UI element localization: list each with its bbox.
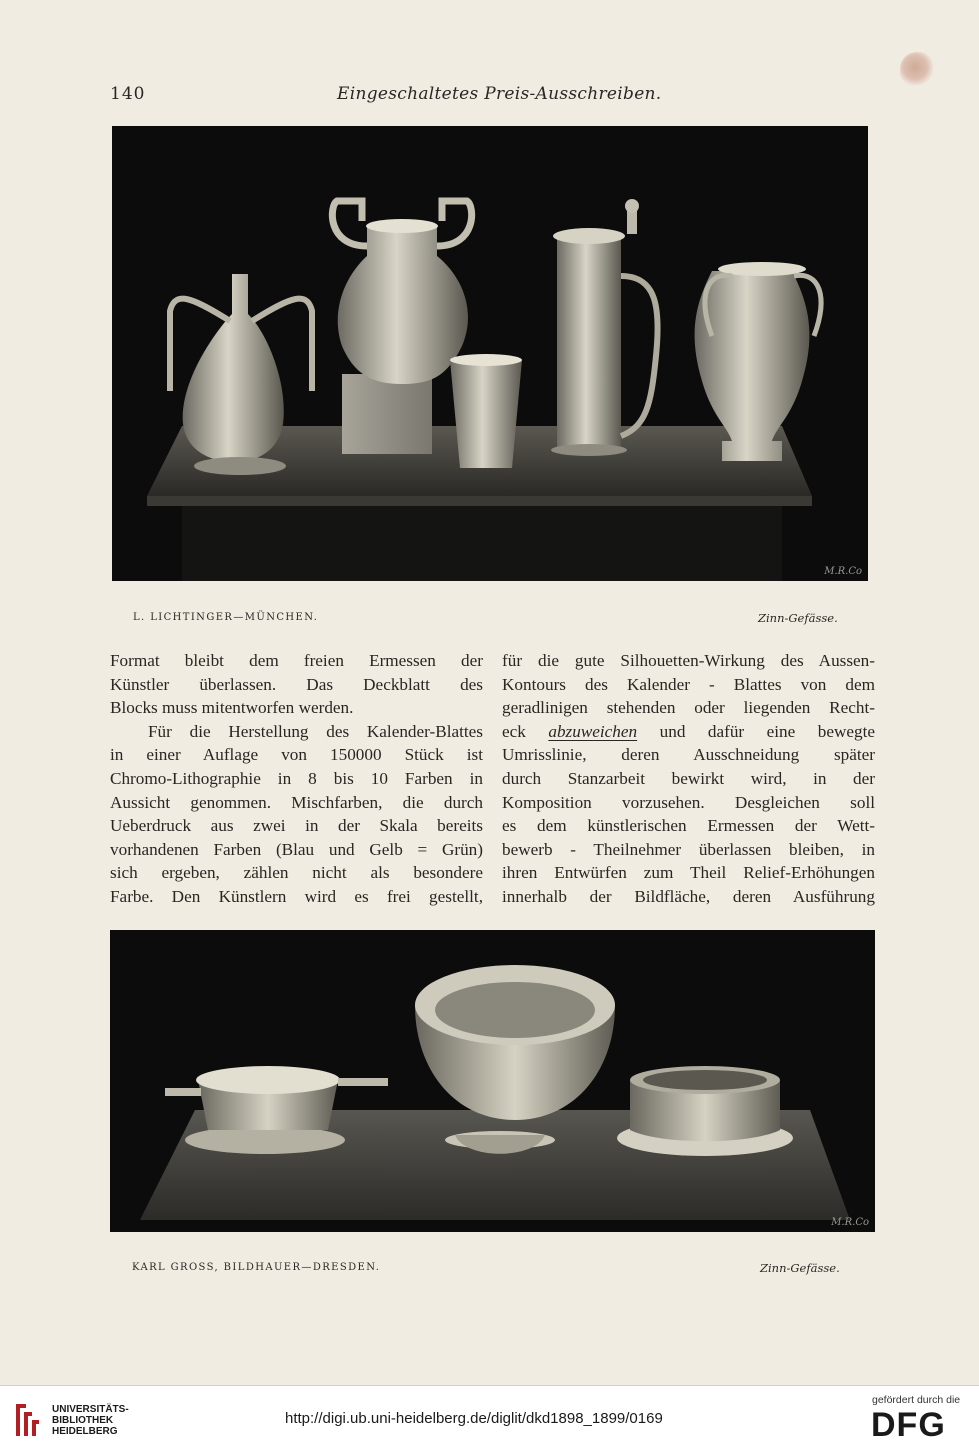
- text-line: bewerb - Theilnehmer überlassen bleiben, in: [502, 839, 875, 859]
- text-line: Ueberdruck aus zwei in der Skala bereits: [110, 816, 483, 836]
- funded-by-label: gefördert durch die: [872, 1394, 961, 1406]
- text-line-mixed: eck abzuweichen und dafür eine bewegte: [502, 721, 876, 741]
- printer-mark: M.R.Co: [831, 1217, 869, 1228]
- university-library-name: UNIVERSITÄTS- BIBLIOTHEK HEIDELBERG: [52, 1404, 129, 1437]
- running-title: Eingeschaltetes Preis-Ausschreiben.: [337, 84, 662, 104]
- photo-plate-pewter-vessels: [112, 126, 868, 581]
- dfg-logo: DFG: [871, 1406, 946, 1444]
- text-line: durch Stanzarbeit bewirkt wird, in der: [502, 768, 875, 788]
- text-line: vorhandenen Farben (Blau und Gelb = Grün): [110, 839, 483, 859]
- text-line: geradlinigen stehenden oder liegenden Recht-: [502, 698, 875, 718]
- text-line: Kontours des Kalender - Blattes von dem: [502, 674, 875, 694]
- body-text-right-column: [502, 649, 875, 909]
- pewter-bowls-photo: [110, 930, 875, 1232]
- body-text-left-column: [110, 649, 483, 909]
- photo-plate-pewter-bowls: [110, 930, 875, 1232]
- text-line: Für die Herstellung des Kalender-Blattes: [148, 721, 483, 741]
- plate-2-title: Zinn-Gefässe.: [760, 1261, 840, 1275]
- page-number: 140: [110, 84, 146, 104]
- text-line: in einer Auflage von 150000 Stück ist: [110, 745, 483, 765]
- digitization-footer: [0, 1385, 979, 1456]
- text-line: Farbe. Den Künstlern wird es frei gestellt,: [110, 886, 483, 906]
- text-line: es dem künstlerischen Ermessen der Wett-: [502, 816, 875, 836]
- printer-mark: M.R.Co: [824, 566, 862, 577]
- text-line: Künstler überlassen. Das Deckblatt des: [110, 674, 483, 694]
- paper-stain: [900, 52, 934, 86]
- text-line: Chromo-Lithographie in 8 bis 10 Farben in: [110, 768, 483, 788]
- pewter-vessels-photo: [112, 126, 868, 581]
- text-line: Umrisslinie, deren Ausschneidung später: [502, 745, 875, 765]
- text-line: Aussicht genommen. Mischfarben, die durch: [110, 792, 483, 812]
- text-line: innerhalb der Bildfläche, deren Ausführung: [502, 886, 875, 906]
- plate-2-credit: KARL GROSS, BILDHAUER—DRESDEN.: [132, 1262, 381, 1273]
- plate-1-credit: L. LICHTINGER—MÜNCHEN.: [133, 612, 319, 623]
- text-line: sich ergeben, zählen nicht als besondere: [110, 863, 483, 883]
- text-line: Format bleibt dem freien Ermessen der: [110, 651, 483, 670]
- permalink-url[interactable]: http://digi.ub.uni-heidelberg.de/diglit/dkd1898_1899/0169: [285, 1410, 663, 1427]
- text-line: Komposition vorzusehen. Desgleichen soll: [502, 792, 875, 812]
- text-line: Blocks muss mitentworfen werden.: [110, 698, 354, 718]
- university-library-logo-icon: [12, 1402, 42, 1438]
- text-line: für die gute Silhouetten-Wirkung des Aussen-: [502, 651, 875, 670]
- text-line: ihren Entwürfen zum Theil Relief-Erhöhungen: [502, 863, 875, 883]
- emphasized-word: abzuweichen: [548, 721, 638, 741]
- plate-1-title: Zinn-Gefässe.: [758, 611, 838, 625]
